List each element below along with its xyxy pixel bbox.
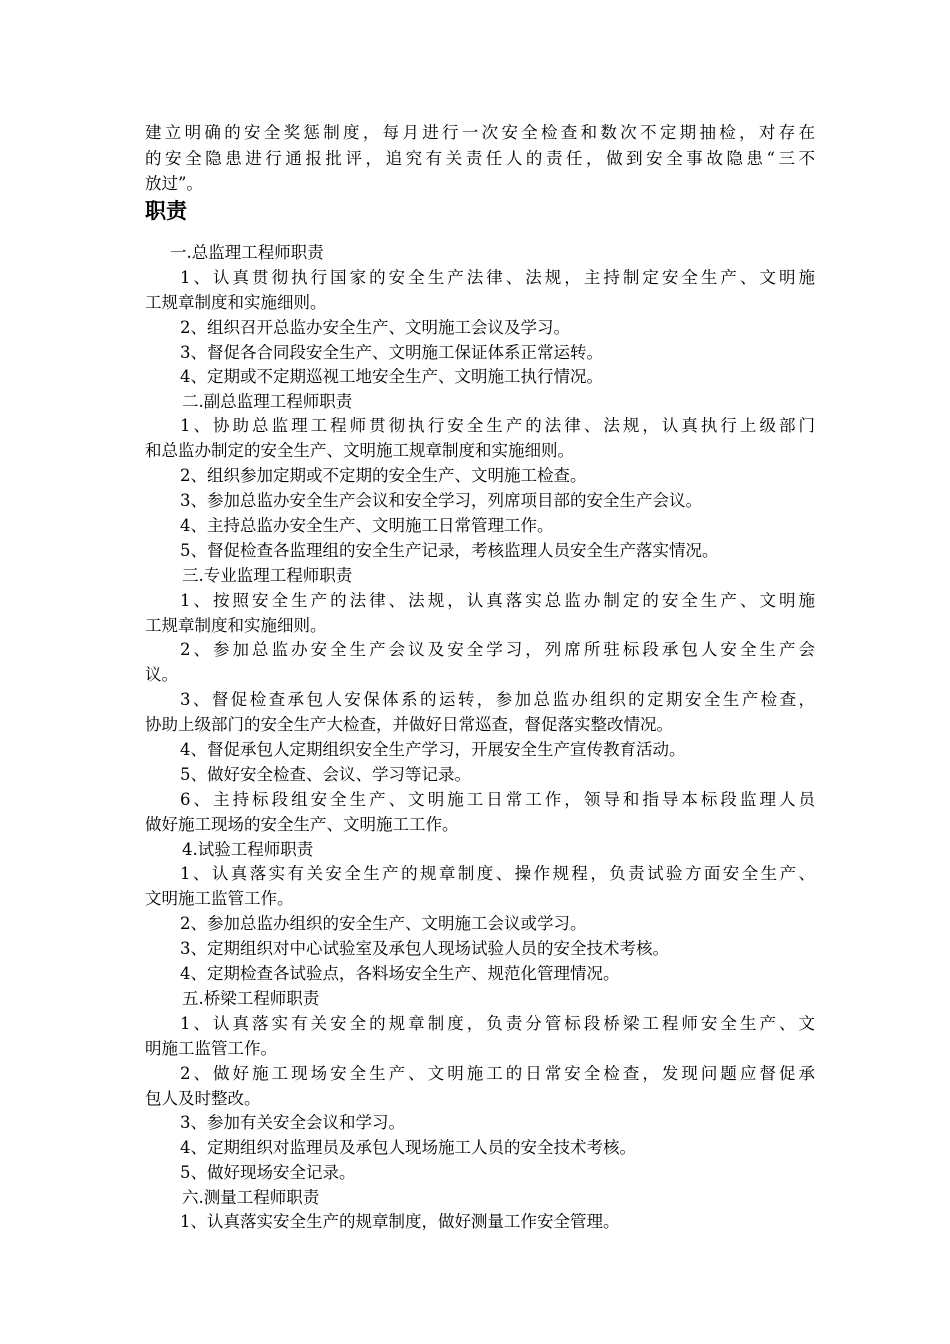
body-line: 包人及时整改。	[145, 1089, 261, 1108]
body-line: 4、督促承包人定期组织安全生产学习，开展安全生产宣传教育活动。	[180, 740, 686, 759]
body-line: 6、主持标段组安全生产、文明施工日常工作，领导和指导本标段监理人员	[180, 790, 815, 809]
body-line: 2、参加总监办安全生产会议及安全学习，列席所驻标段承包人安全生产会	[180, 640, 815, 659]
body-line: 2、做好施工现场安全生产、文明施工的日常安全检查，发现问题应督促承	[180, 1064, 815, 1083]
body-line: 协助上级部门的安全生产大检查，并做好日常巡查，督促落实整改情况。	[145, 715, 673, 734]
body-line: 2、组织召开总监办安全生产、文明施工会议及学习。	[180, 318, 570, 337]
body-line: 5、做好现场安全记录。	[180, 1163, 356, 1182]
body-line: 2、组织参加定期或不定期的安全生产、文明施工检查。	[180, 466, 587, 485]
subsection-heading-2: 二.副总监理工程师职责	[182, 392, 353, 411]
subsection-heading-6: 六.测量工程师职责	[182, 1188, 320, 1207]
intro-line-2: 的安全隐患进行通报批评，追究有关责任人的责任，做到安全事故隐患“三不	[145, 149, 815, 168]
body-line: 4、定期检查各试验点，各料场安全生产、规范化管理情况。	[180, 964, 620, 983]
body-line: 和总监办制定的安全生产、文明施工规章制度和实施细则。	[145, 441, 574, 460]
body-line: 3、参加总监办安全生产会议和安全学习，列席项目部的安全生产会议。	[180, 491, 702, 510]
body-line: 4、定期组织对监理员及承包人现场施工人员的安全技术考核。	[180, 1138, 636, 1157]
subsection-heading-4: 4.试验工程师职责	[182, 840, 314, 859]
body-line: 5、做好安全检查、会议、学习等记录。	[180, 765, 471, 784]
body-line: 工规章制度和实施细则。	[145, 616, 327, 635]
body-line: 工规章制度和实施细则。	[145, 293, 327, 312]
body-line: 1、认真贯彻执行国家的安全生产法律、法规，主持制定安全生产、文明施	[180, 268, 815, 287]
body-line: 4、主持总监办安全生产、文明施工日常管理工作。	[180, 516, 554, 535]
body-line: 3、督促各合同段安全生产、文明施工保证体系正常运转。	[180, 343, 603, 362]
intro-line-1: 建立明确的安全奖惩制度，每月进行一次安全检查和数次不定期抽检，对存在	[145, 123, 815, 142]
body-line: 1、按照安全生产的法律、法规，认真落实总监办制定的安全生产、文明施	[180, 591, 815, 610]
intro-line-3: 放过”。	[145, 174, 203, 193]
body-line: 3、参加有关安全会议和学习。	[180, 1113, 405, 1132]
body-line: 2、参加总监办组织的安全生产、文明施工会议或学习。	[180, 914, 587, 933]
section-title: 职责	[145, 199, 187, 223]
body-line: 1、认真落实有关安全的规章制度，负责分管标段桥梁工程师安全生产、文	[180, 1014, 815, 1033]
body-line: 1、协助总监理工程师贯彻执行安全生产的法律、法规，认真执行上级部门	[180, 416, 815, 435]
body-line: 4、定期或不定期巡视工地安全生产、文明施工执行情况。	[180, 367, 603, 386]
subsection-heading-1: 一.总监理工程师职责	[170, 243, 324, 262]
subsection-heading-5: 五.桥梁工程师职责	[182, 989, 320, 1008]
body-line: 明施工监管工作。	[145, 1039, 277, 1058]
body-line: 3、定期组织对中心试验室及承包人现场试验人员的安全技术考核。	[180, 939, 669, 958]
body-line: 3、督促检查承包人安保体系的运转，参加总监办组织的定期安全生产检查，	[180, 690, 815, 709]
body-line: 1、认真落实安全生产的规章制度，做好测量工作安全管理。	[180, 1212, 620, 1231]
body-line: 文明施工监管工作。	[145, 889, 294, 908]
subsection-heading-3: 三.专业监理工程师职责	[182, 566, 353, 585]
body-line: 做好施工现场的安全生产、文明施工工作。	[145, 815, 459, 834]
body-line: 5、督促检查各监理组的安全生产记录，考核监理人员安全生产落实情况。	[180, 541, 719, 560]
body-line: 1、认真落实有关安全生产的规章制度、操作规程，负责试验方面安全生产、	[180, 864, 815, 883]
body-line: 议。	[145, 665, 178, 684]
